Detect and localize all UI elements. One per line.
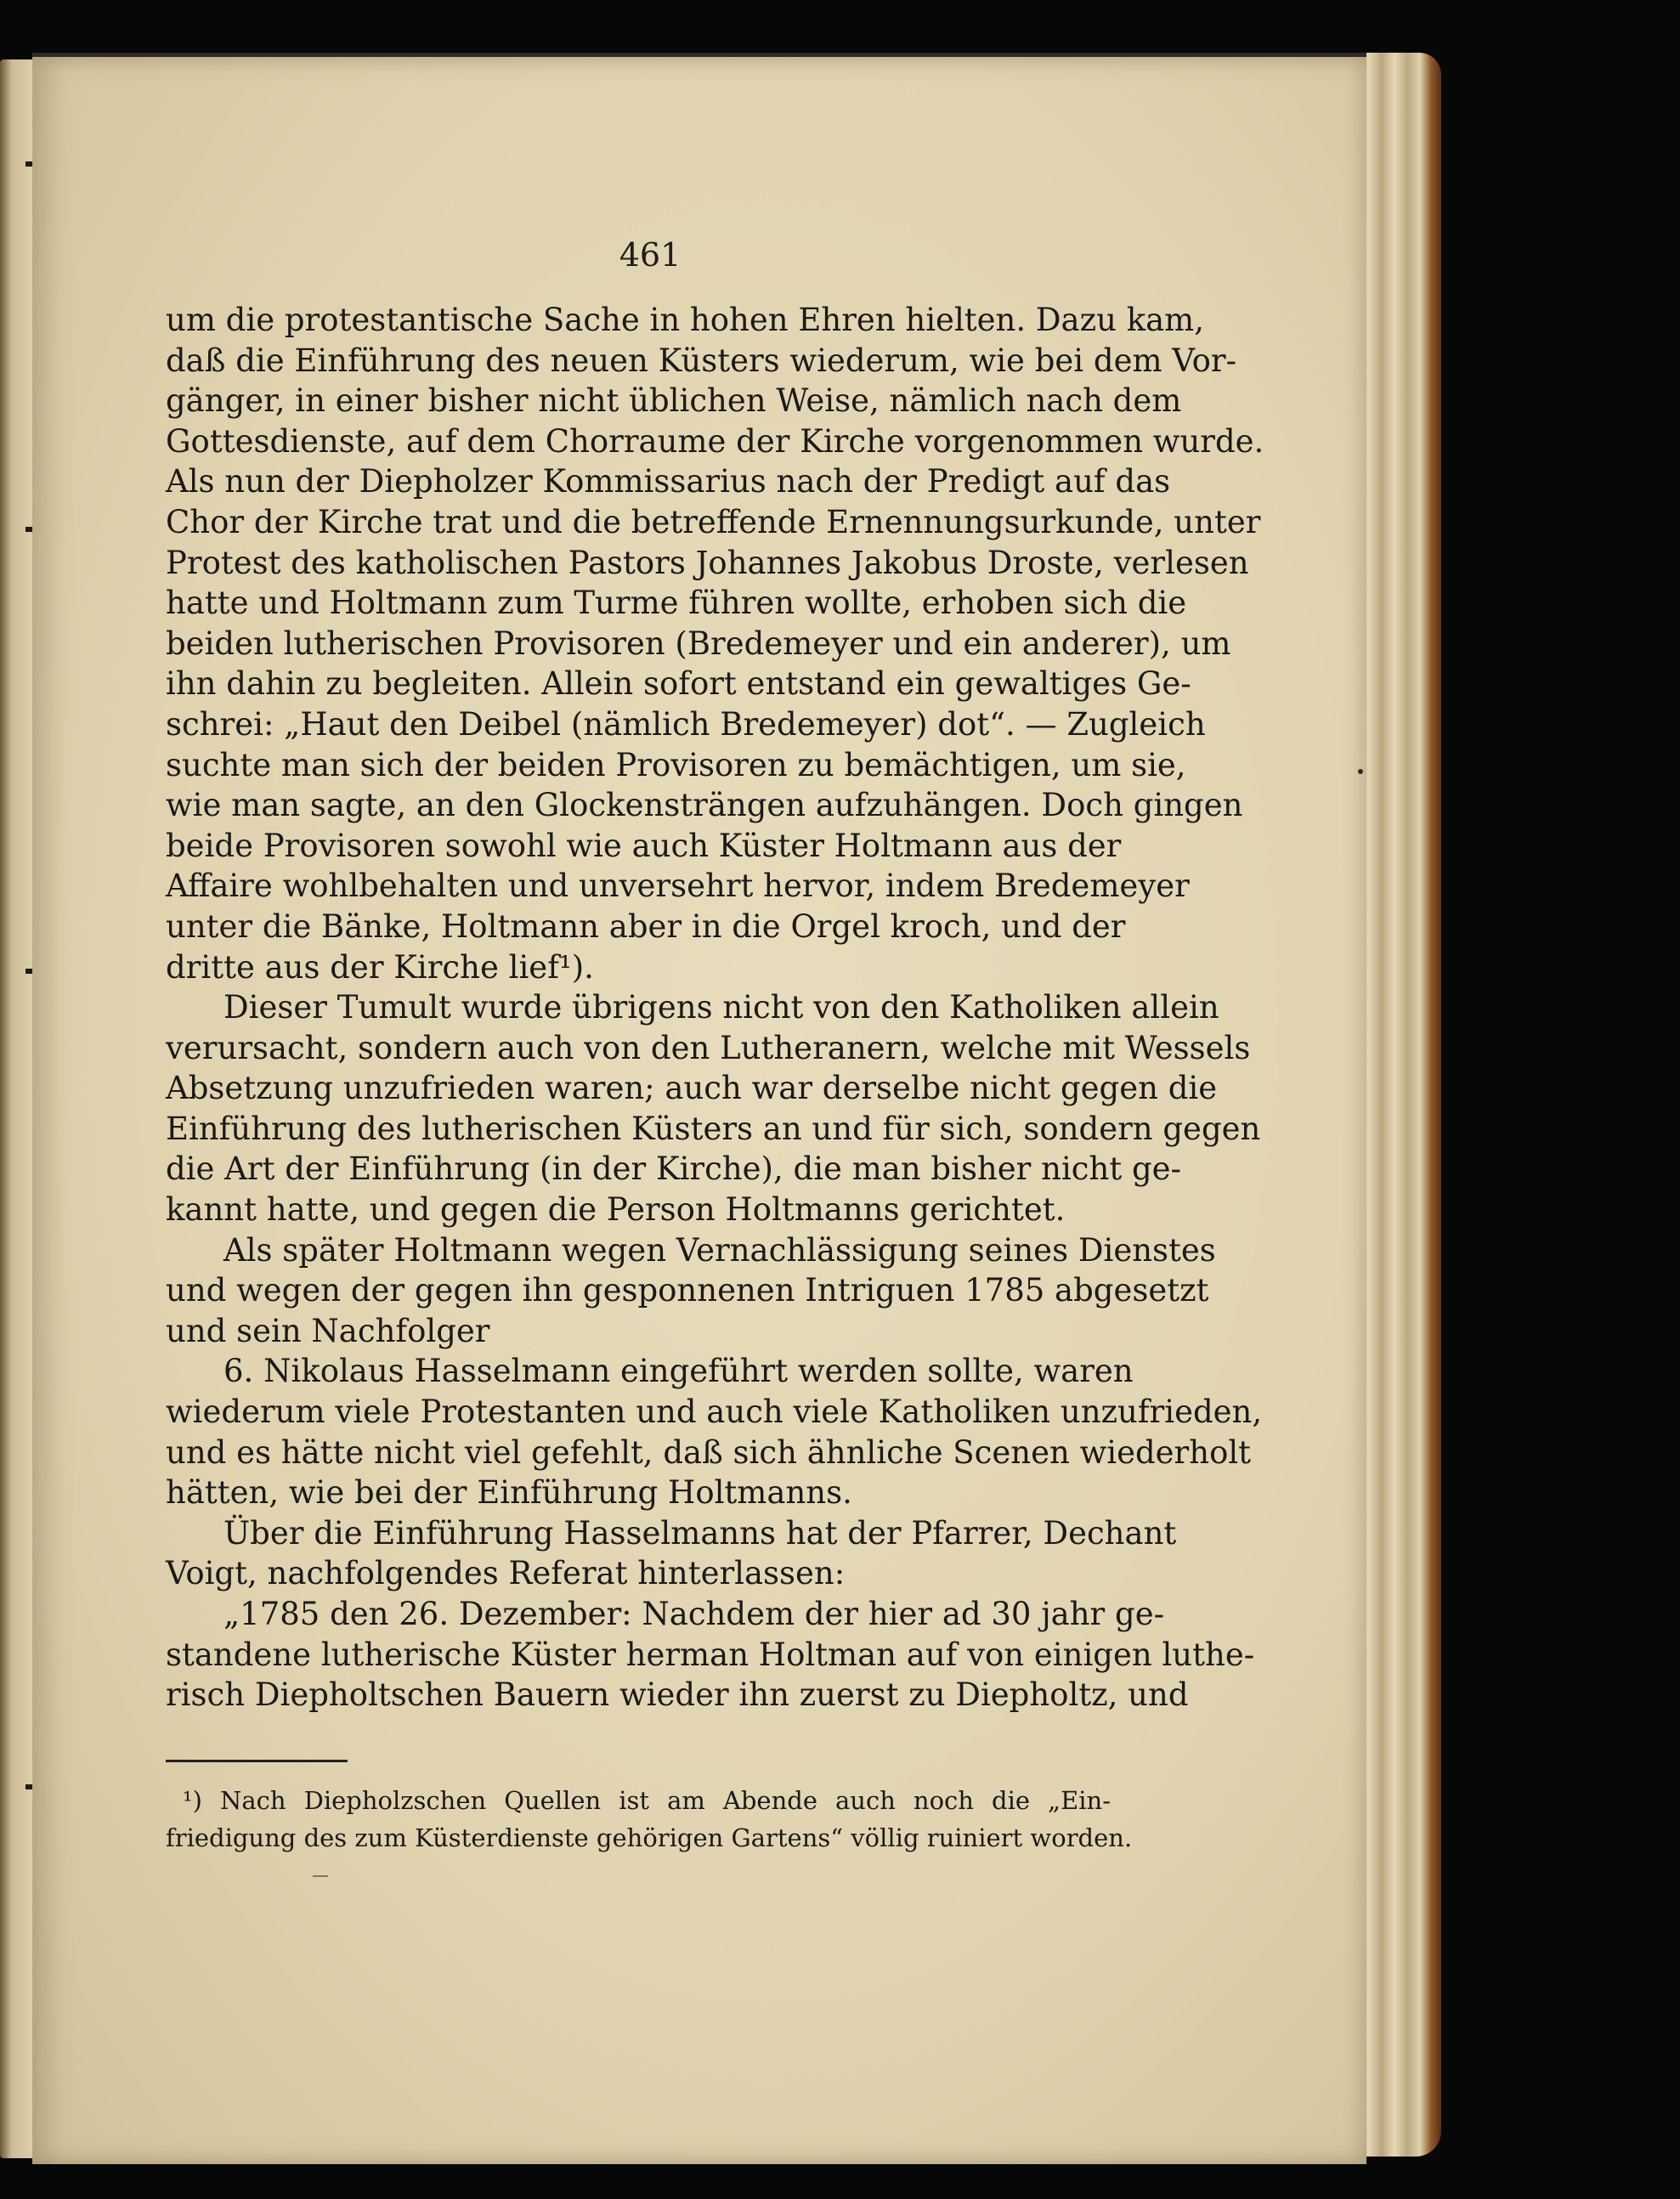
body-line: beide Provisoren sowohl wie auch Küster Holtmann aus der xyxy=(166,827,1122,864)
body-line: verursacht, sondern auch von den Lutheranern, welche mit Wessels xyxy=(166,1029,1251,1066)
paragraph-start-line: Als später Holtmann wegen Vernachlässigung seines Dienstes xyxy=(223,1231,1216,1269)
body-line: Als nun der Diepholzer Kommissarius nach der Predigt auf das xyxy=(166,463,1171,500)
body-line: Protest des katholischen Pastors Johannes Jakobus Droste, verlesen xyxy=(166,544,1249,581)
book-page xyxy=(32,53,1366,2164)
footnote xyxy=(166,1782,1133,1857)
body-line: beiden lutherischen Provisoren (Bredemeyer und ein anderer), um xyxy=(166,625,1231,662)
speck xyxy=(1358,769,1363,774)
body-line: wie man sagte, an den Glockensträngen aufzuhängen. Doch gingen xyxy=(166,787,1243,824)
paragraph-start-line: Über die Einführung Hasselmanns hat der Pfarrer, Dechant xyxy=(223,1514,1177,1552)
body-line: Voigt, nachfolgendes Referat hinterlassen: xyxy=(166,1555,846,1592)
footnote-line: ¹) Nach Diepholzschen Quellen ist am Abende auch noch die „Ein- xyxy=(183,1786,1111,1815)
body-line: hätten, wie bei der Einführung Holtmanns. xyxy=(166,1474,852,1512)
body-line: und wegen der gegen ihn gesponnenen Intriguen 1785 abgesetzt xyxy=(166,1272,1209,1309)
body-line: hatte und Holtmann zum Turme führen wollte, erhoben sich die xyxy=(166,585,1187,622)
section-heading-line: 6. Nikolaus Hasselmann eingeführt werden sollte, waren xyxy=(223,1353,1134,1390)
body-line: kannt hatte, und gegen die Person Holtmanns gerichtet. xyxy=(166,1191,1066,1229)
body-line: wiederum viele Protestanten und auch viele Katholiken unzufrieden, xyxy=(166,1393,1263,1431)
body-line: Affaire wohlbehalten und unversehrt hervor, indem Bredemeyer xyxy=(166,868,1190,905)
body-line: daß die Einführung des neuen Küsters wiederum, wie bei dem Vor- xyxy=(166,342,1237,379)
body-line: unter die Bänke, Holtmann aber in die Orgel kroch, und der xyxy=(166,907,1126,945)
body-line: die Art der Einführung (in der Kirche), die man bisher nicht ge- xyxy=(166,1150,1182,1188)
quotation-start-line: „1785 den 26. Dezember: Nachdem der hier ad 30 jahr ge- xyxy=(223,1596,1165,1632)
body-line: gänger, in einer bisher nicht üblichen Weise, nämlich nach dem xyxy=(166,382,1182,420)
body-line: dritte aus der Kirche lief¹). xyxy=(166,948,594,986)
footnote-rule xyxy=(166,1760,348,1762)
body-line: Gottesdienste, auf dem Chorraume der Kirche vorgenommen wurde. xyxy=(166,422,1264,460)
body-line: und sein Nachfolger xyxy=(166,1312,490,1349)
body-line: standene lutherische Küster herman Holtman auf von einigen luthe- xyxy=(166,1636,1255,1673)
footnote-line: friedigung des zum Küsterdienste gehörigen Gartens“ völlig ruiniert worden. xyxy=(166,1823,1133,1852)
body-line: Einführung des lutherischen Küsters an und für sich, sondern gegen xyxy=(166,1110,1261,1147)
body-line: ihn dahin zu begleiten. Allein sofort entstand ein gewaltiges Ge- xyxy=(166,665,1191,703)
body-line: schrei: „Haut den Deibel (nämlich Bredemeyer) dot“. — Zugleich xyxy=(166,705,1206,743)
body-line: Absetzung unzufrieden waren; auch war derselbe nicht gegen die xyxy=(166,1070,1218,1107)
print-mark xyxy=(313,1875,328,1877)
body-line: und es hätte nicht viel gefehlt, daß sich ähnliche Scenen wiederholt xyxy=(166,1433,1252,1471)
left-page-edge xyxy=(0,59,34,2158)
page-number: 461 xyxy=(619,236,682,274)
body-line: Chor der Kirche trat und die betreffende Ernennungsurkunde, unter xyxy=(166,503,1261,540)
body-line: suchte man sich der beiden Provisoren zu bemächtigen, um sie, xyxy=(166,746,1186,783)
body-line: risch Diepholtschen Bauern wieder ihn zuerst zu Diepholtz, und xyxy=(166,1676,1189,1714)
body-text xyxy=(166,300,1264,1716)
paragraph-start-line: Dieser Tumult wurde übrigens nicht von den Katholiken allein xyxy=(223,989,1219,1026)
book-fore-edge xyxy=(1356,53,1441,2157)
body-line: um die protestantische Sache in hohen Ehren hielten. Dazu kam, xyxy=(166,302,1205,338)
